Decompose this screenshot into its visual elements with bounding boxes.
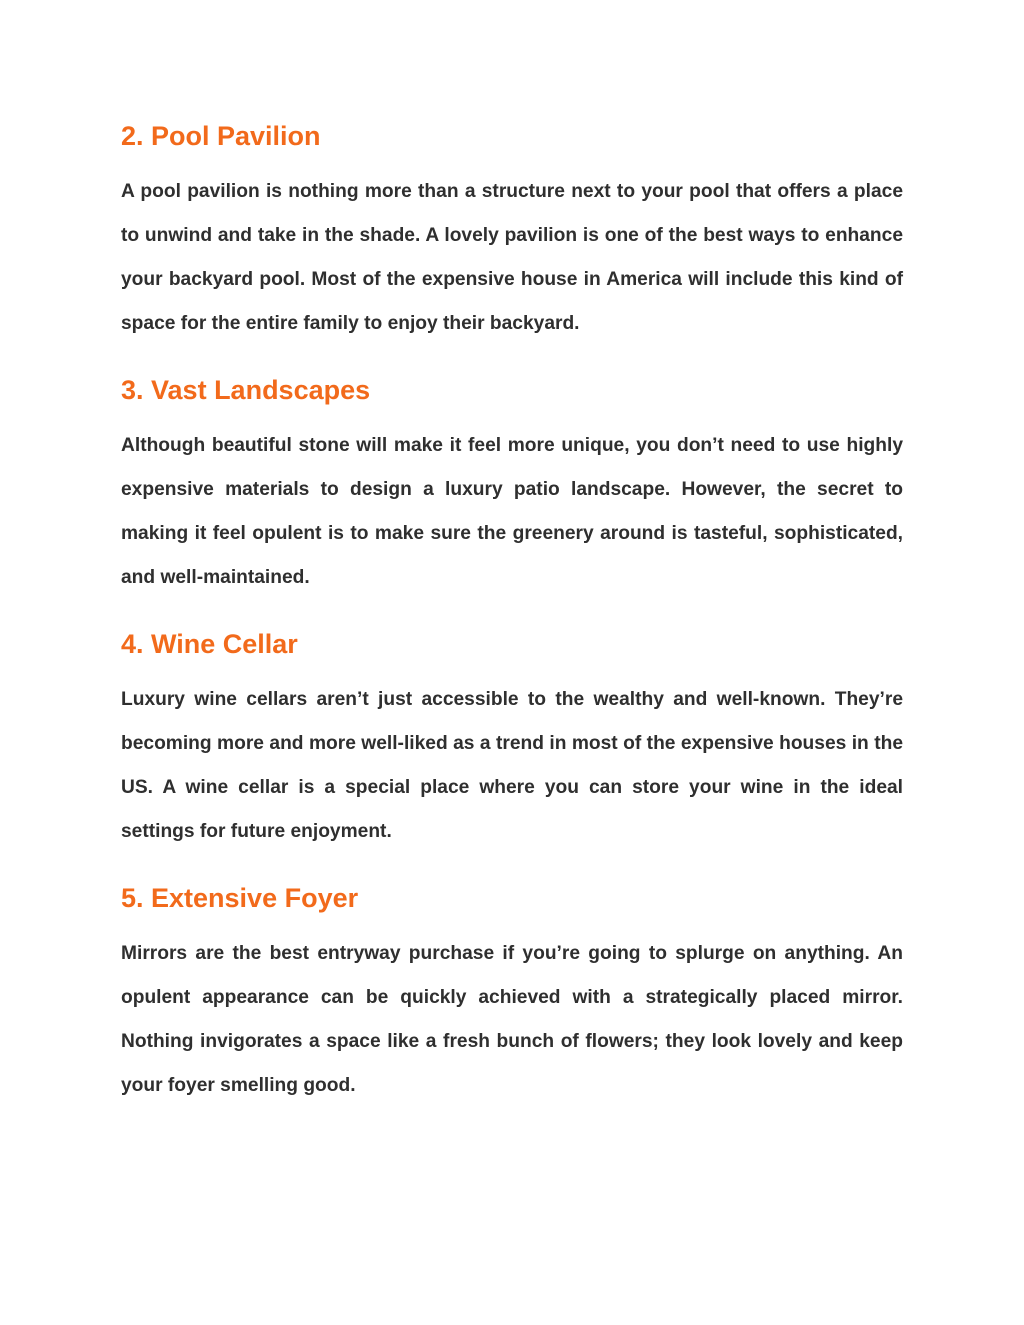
- section-heading: 3. Vast Landscapes: [121, 375, 371, 405]
- section-paragraph: A pool pavilion is nothing more than a structure next to your pool that offers a place to unwind and take in the shade. A lovely pavilion is one of the best ways to enhance your backyard pool. Most of the expensive house in America will include this kind of space for the entire family to enjoy their backyard.: [121, 181, 903, 334]
- section-heading: 5. Extensive Foyer: [121, 883, 359, 913]
- section-paragraph: Luxury wine cellars aren’t just accessible to the wealthy and well-known. They’re becoming more and more well-liked as a trend in most of the expensive houses in the US. A wine cellar is a special place where you can store your wine in the ideal settings for future enjoyment.: [121, 689, 903, 842]
- document-page: [121, 112, 903, 1108]
- section-vast-landscapes: [121, 366, 903, 600]
- section-extensive-foyer: [121, 874, 903, 1108]
- section-wine-cellar: [121, 620, 903, 854]
- section-paragraph: Mirrors are the best entryway purchase if you’re going to splurge on anything. An opulent appearance can be quickly achieved with a strategically placed mirror. Nothing invigorates a space like a fresh bunch of flowers; they look lovely and keep your foyer smelling good.: [121, 943, 903, 1096]
- section-heading: 4. Wine Cellar: [121, 629, 298, 659]
- section-heading: 2. Pool Pavilion: [121, 121, 321, 151]
- section-paragraph: Although beautiful stone will make it feel more unique, you don’t need to use highly expensive materials to design a luxury patio landscape. However, the secret to making it feel opulent is to make sure the greenery around is tasteful, sophisticated, and well-maintained.: [121, 435, 903, 588]
- section-pool-pavilion: [121, 112, 903, 346]
